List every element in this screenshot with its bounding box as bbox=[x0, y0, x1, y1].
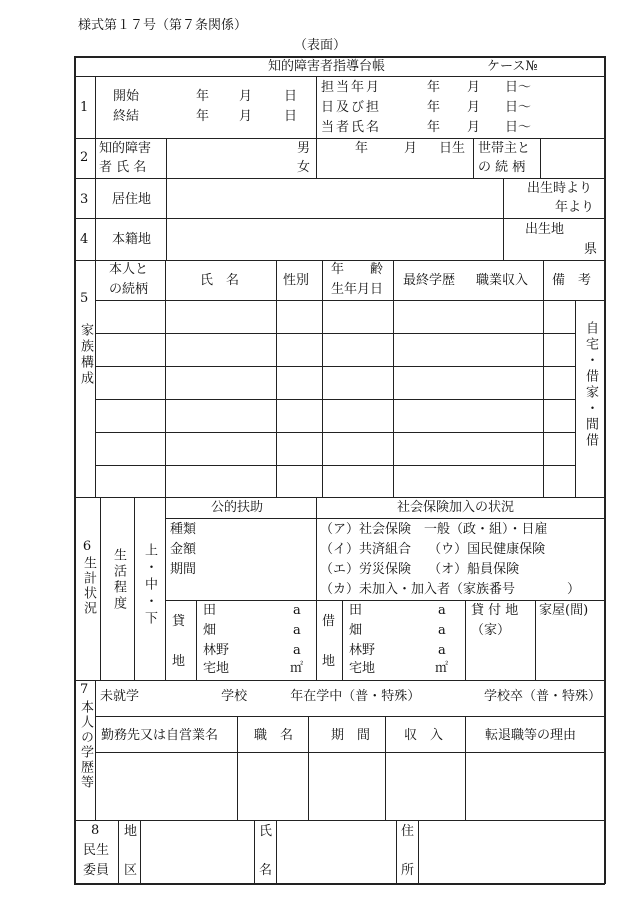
num-col-line bbox=[95, 76, 96, 497]
s5-col bbox=[165, 260, 166, 497]
s6-borrow2: 地 bbox=[322, 654, 336, 669]
s8-col bbox=[396, 820, 397, 883]
s8-col bbox=[418, 820, 419, 883]
s2-male: 男 bbox=[297, 141, 311, 156]
s7-col bbox=[465, 716, 466, 820]
s2-female: 女 bbox=[297, 160, 311, 175]
s1-tm1: 月 bbox=[467, 80, 481, 95]
row-line bbox=[74, 218, 605, 219]
s7-col bbox=[95, 680, 96, 820]
s4-pref: 県 bbox=[584, 242, 598, 257]
row-line bbox=[74, 138, 605, 139]
s2-head1: 世帯主と bbox=[478, 141, 531, 156]
s2-num: 2 bbox=[80, 150, 89, 165]
s1-start: 開始 bbox=[113, 89, 140, 104]
s8-district1: 地 bbox=[124, 824, 138, 839]
s6-b-u3: a bbox=[438, 643, 446, 658]
s5-row bbox=[95, 366, 575, 367]
s7-period: 期 間 bbox=[331, 728, 371, 743]
s6-ins3: （エ）労災保険 （オ）船員保険 bbox=[320, 562, 520, 577]
s5-age2: 生年月日 bbox=[331, 282, 384, 297]
s2-name2: 者 氏 名 bbox=[99, 160, 147, 175]
s1-tm2: 月 bbox=[467, 100, 481, 115]
s5-sex: 性別 bbox=[283, 273, 310, 288]
s5-label: 家族構成 bbox=[78, 323, 93, 387]
s7-row bbox=[95, 752, 605, 753]
s5-row bbox=[95, 432, 575, 433]
s8-col bbox=[276, 820, 277, 883]
s6-col bbox=[342, 600, 343, 680]
s3-num: 3 bbox=[80, 192, 89, 207]
s6-b-u1: a bbox=[438, 603, 446, 618]
s3-since1: 出生時より bbox=[527, 181, 593, 196]
s3-label: 居住地 bbox=[112, 192, 152, 207]
frame-right bbox=[604, 56, 606, 884]
s1-td2: 日～ bbox=[505, 100, 532, 115]
s8-address1: 住 bbox=[401, 824, 415, 839]
s7-label: 本人の学歴等 bbox=[78, 700, 93, 790]
s2-divider bbox=[473, 138, 474, 178]
s6-aid: 公的扶助 bbox=[211, 500, 264, 515]
s5-col bbox=[543, 260, 544, 497]
case-number-label: ケース№ bbox=[487, 59, 538, 74]
s5-rel2: の続柄 bbox=[109, 282, 149, 297]
s5-col bbox=[575, 300, 576, 497]
s2-birth-y: 年 bbox=[355, 141, 369, 156]
s6-col bbox=[134, 497, 135, 680]
s6-b-dry: 畑 bbox=[349, 623, 363, 638]
s1-y2: 年 bbox=[196, 109, 210, 124]
s7-row bbox=[95, 716, 605, 717]
s6-l-u2: a bbox=[293, 623, 301, 638]
s1-num: 1 bbox=[80, 100, 89, 115]
s1-d2: 日 bbox=[284, 109, 298, 124]
s8-col bbox=[140, 820, 141, 883]
s1-end: 終結 bbox=[113, 109, 140, 124]
s2-birth-d: 日生 bbox=[439, 141, 466, 156]
s6-period: 期間 bbox=[170, 562, 197, 577]
s1-td3: 日～ bbox=[505, 120, 532, 135]
s6-row bbox=[165, 518, 605, 519]
s8-l1: 民生 bbox=[83, 843, 110, 858]
frame-top bbox=[74, 56, 605, 58]
s5-housing: 自宅・借家・間借 bbox=[583, 321, 598, 449]
s7-col bbox=[237, 716, 238, 820]
s6-ins2: （イ）共済組合 （ウ）国民健康保険 bbox=[320, 542, 546, 557]
s2-divider bbox=[166, 138, 167, 178]
s6-label: 6 生計状況 bbox=[81, 539, 96, 616]
s6-borrow1: 借 bbox=[322, 614, 336, 629]
s6-insurance: 社会保険加入の状況 bbox=[397, 500, 515, 515]
s6-b-u2: a bbox=[438, 623, 446, 638]
s8-name2: 名 bbox=[259, 863, 273, 878]
s1-m2: 月 bbox=[239, 109, 253, 124]
s1-ty1: 年 bbox=[427, 80, 441, 95]
s6-l-dry: 畑 bbox=[203, 623, 217, 638]
s4-divider bbox=[503, 218, 504, 260]
s6-ins4: （カ）未加入・加入者（家族番号 ） bbox=[320, 582, 581, 597]
s3-since2: 年より bbox=[555, 200, 595, 215]
row-line bbox=[74, 820, 605, 821]
s8-col bbox=[254, 820, 255, 883]
s6-col bbox=[196, 600, 197, 680]
s6-col bbox=[165, 497, 166, 680]
s5-col bbox=[393, 260, 394, 497]
s7-col bbox=[308, 716, 309, 820]
s1-ty3: 年 bbox=[427, 120, 441, 135]
s7-reason: 転退職等の理由 bbox=[485, 728, 577, 743]
s3-divider bbox=[166, 178, 167, 260]
s5-remarks: 備 考 bbox=[552, 273, 592, 288]
s6-b-res: 宅地 bbox=[349, 661, 376, 676]
row-line bbox=[74, 76, 605, 77]
s1-tm3: 月 bbox=[467, 120, 481, 135]
s7-grad: 学校卒（普・特殊） bbox=[484, 689, 602, 704]
row-line bbox=[74, 680, 605, 681]
s6-b-u4: ㎡ bbox=[435, 661, 449, 676]
s2-divider bbox=[540, 138, 541, 178]
s7-position: 職 名 bbox=[254, 728, 294, 743]
s6-row bbox=[165, 600, 605, 601]
s6-l-u4: ㎡ bbox=[290, 661, 304, 676]
s6-col bbox=[316, 497, 317, 680]
s2-divider bbox=[316, 138, 317, 178]
s4-num: 4 bbox=[80, 232, 89, 247]
s5-col bbox=[276, 260, 277, 497]
s5-num: 5 bbox=[80, 291, 89, 306]
row-line bbox=[74, 497, 605, 498]
s2-birth-m: 月 bbox=[404, 141, 418, 156]
s7-employer: 勤務先又は自営業名 bbox=[101, 728, 219, 743]
s6-type: 種類 bbox=[170, 522, 197, 537]
s1-tanto3: 当者氏名 bbox=[321, 120, 382, 135]
s6-b-forest: 林野 bbox=[349, 643, 376, 658]
s1-tanto2: 日及び担 bbox=[321, 100, 382, 115]
s6-l-u3: a bbox=[293, 643, 301, 658]
s4-label: 本籍地 bbox=[112, 232, 152, 247]
s6-lend2: 地 bbox=[172, 654, 186, 669]
s2-head2: の 続 柄 bbox=[478, 160, 526, 175]
s6-l-res: 宅地 bbox=[203, 661, 230, 676]
s6-l-forest: 林野 bbox=[203, 643, 230, 658]
row-line bbox=[74, 178, 605, 179]
s8-address2: 所 bbox=[401, 863, 415, 878]
frame-bottom bbox=[74, 883, 605, 885]
s6-col bbox=[535, 600, 536, 680]
s1-m1: 月 bbox=[239, 89, 253, 104]
s6-lend-land: 貸 付 地 bbox=[471, 603, 519, 618]
s8-district2: 区 bbox=[124, 863, 138, 878]
s8-name1: 氏 bbox=[259, 824, 273, 839]
s2-name1: 知的障害 bbox=[99, 141, 152, 156]
s5-education: 最終学歴 bbox=[403, 273, 456, 288]
s7-income: 収 入 bbox=[404, 728, 444, 743]
frame-left bbox=[74, 56, 76, 884]
s6-house: 家屋(間) bbox=[539, 603, 589, 618]
form-number: 様式第１７号（第７条関係） bbox=[78, 18, 248, 33]
s5-name: 氏 名 bbox=[200, 273, 240, 288]
s5-row bbox=[95, 300, 605, 301]
s5-age1: 年 齢 bbox=[331, 262, 384, 277]
s1-divider bbox=[316, 76, 317, 138]
s7-school: 未就学 学校 年在学中（普・特殊） bbox=[100, 689, 421, 704]
s8-col bbox=[118, 820, 119, 883]
s7-col bbox=[385, 716, 386, 820]
s3-divider bbox=[503, 178, 504, 218]
s5-row bbox=[95, 399, 575, 400]
s5-job: 職業収入 bbox=[476, 273, 529, 288]
s5-row bbox=[95, 333, 575, 334]
s1-td1: 日～ bbox=[505, 80, 532, 95]
s5-rel1: 本人と bbox=[109, 262, 149, 277]
s1-y1: 年 bbox=[196, 89, 210, 104]
s1-ty2: 年 bbox=[427, 100, 441, 115]
s1-tanto1: 担当年月 bbox=[321, 80, 382, 95]
row-line bbox=[74, 260, 605, 261]
s6-l-u1: a bbox=[293, 603, 301, 618]
s6-b-field: 田 bbox=[349, 603, 363, 618]
s8-l2: 委員 bbox=[83, 863, 110, 878]
s6-col bbox=[100, 497, 101, 680]
side-label: （表面） bbox=[294, 38, 347, 53]
s6-ins1: （ア）社会保険 一般（政・組）・日雇 bbox=[320, 522, 548, 537]
s5-col bbox=[322, 260, 323, 497]
s8-num: 8 bbox=[91, 823, 100, 838]
s6-amount: 金額 bbox=[170, 542, 197, 557]
s6-l-field: 田 bbox=[203, 603, 217, 618]
s5-row bbox=[95, 465, 575, 466]
s6-col bbox=[465, 600, 466, 680]
form-title: 知的障害者指導台帳 bbox=[268, 59, 386, 74]
s4-birth: 出生地 bbox=[525, 222, 565, 237]
s1-d1: 日 bbox=[284, 89, 298, 104]
s6-grade: 上・中・下 bbox=[142, 543, 157, 628]
s6-lend1: 貸 bbox=[172, 614, 186, 629]
s7-num: 7 bbox=[80, 682, 89, 697]
s6-lend-house: （家） bbox=[471, 623, 511, 638]
s6-level: 生活程度 bbox=[111, 548, 126, 612]
